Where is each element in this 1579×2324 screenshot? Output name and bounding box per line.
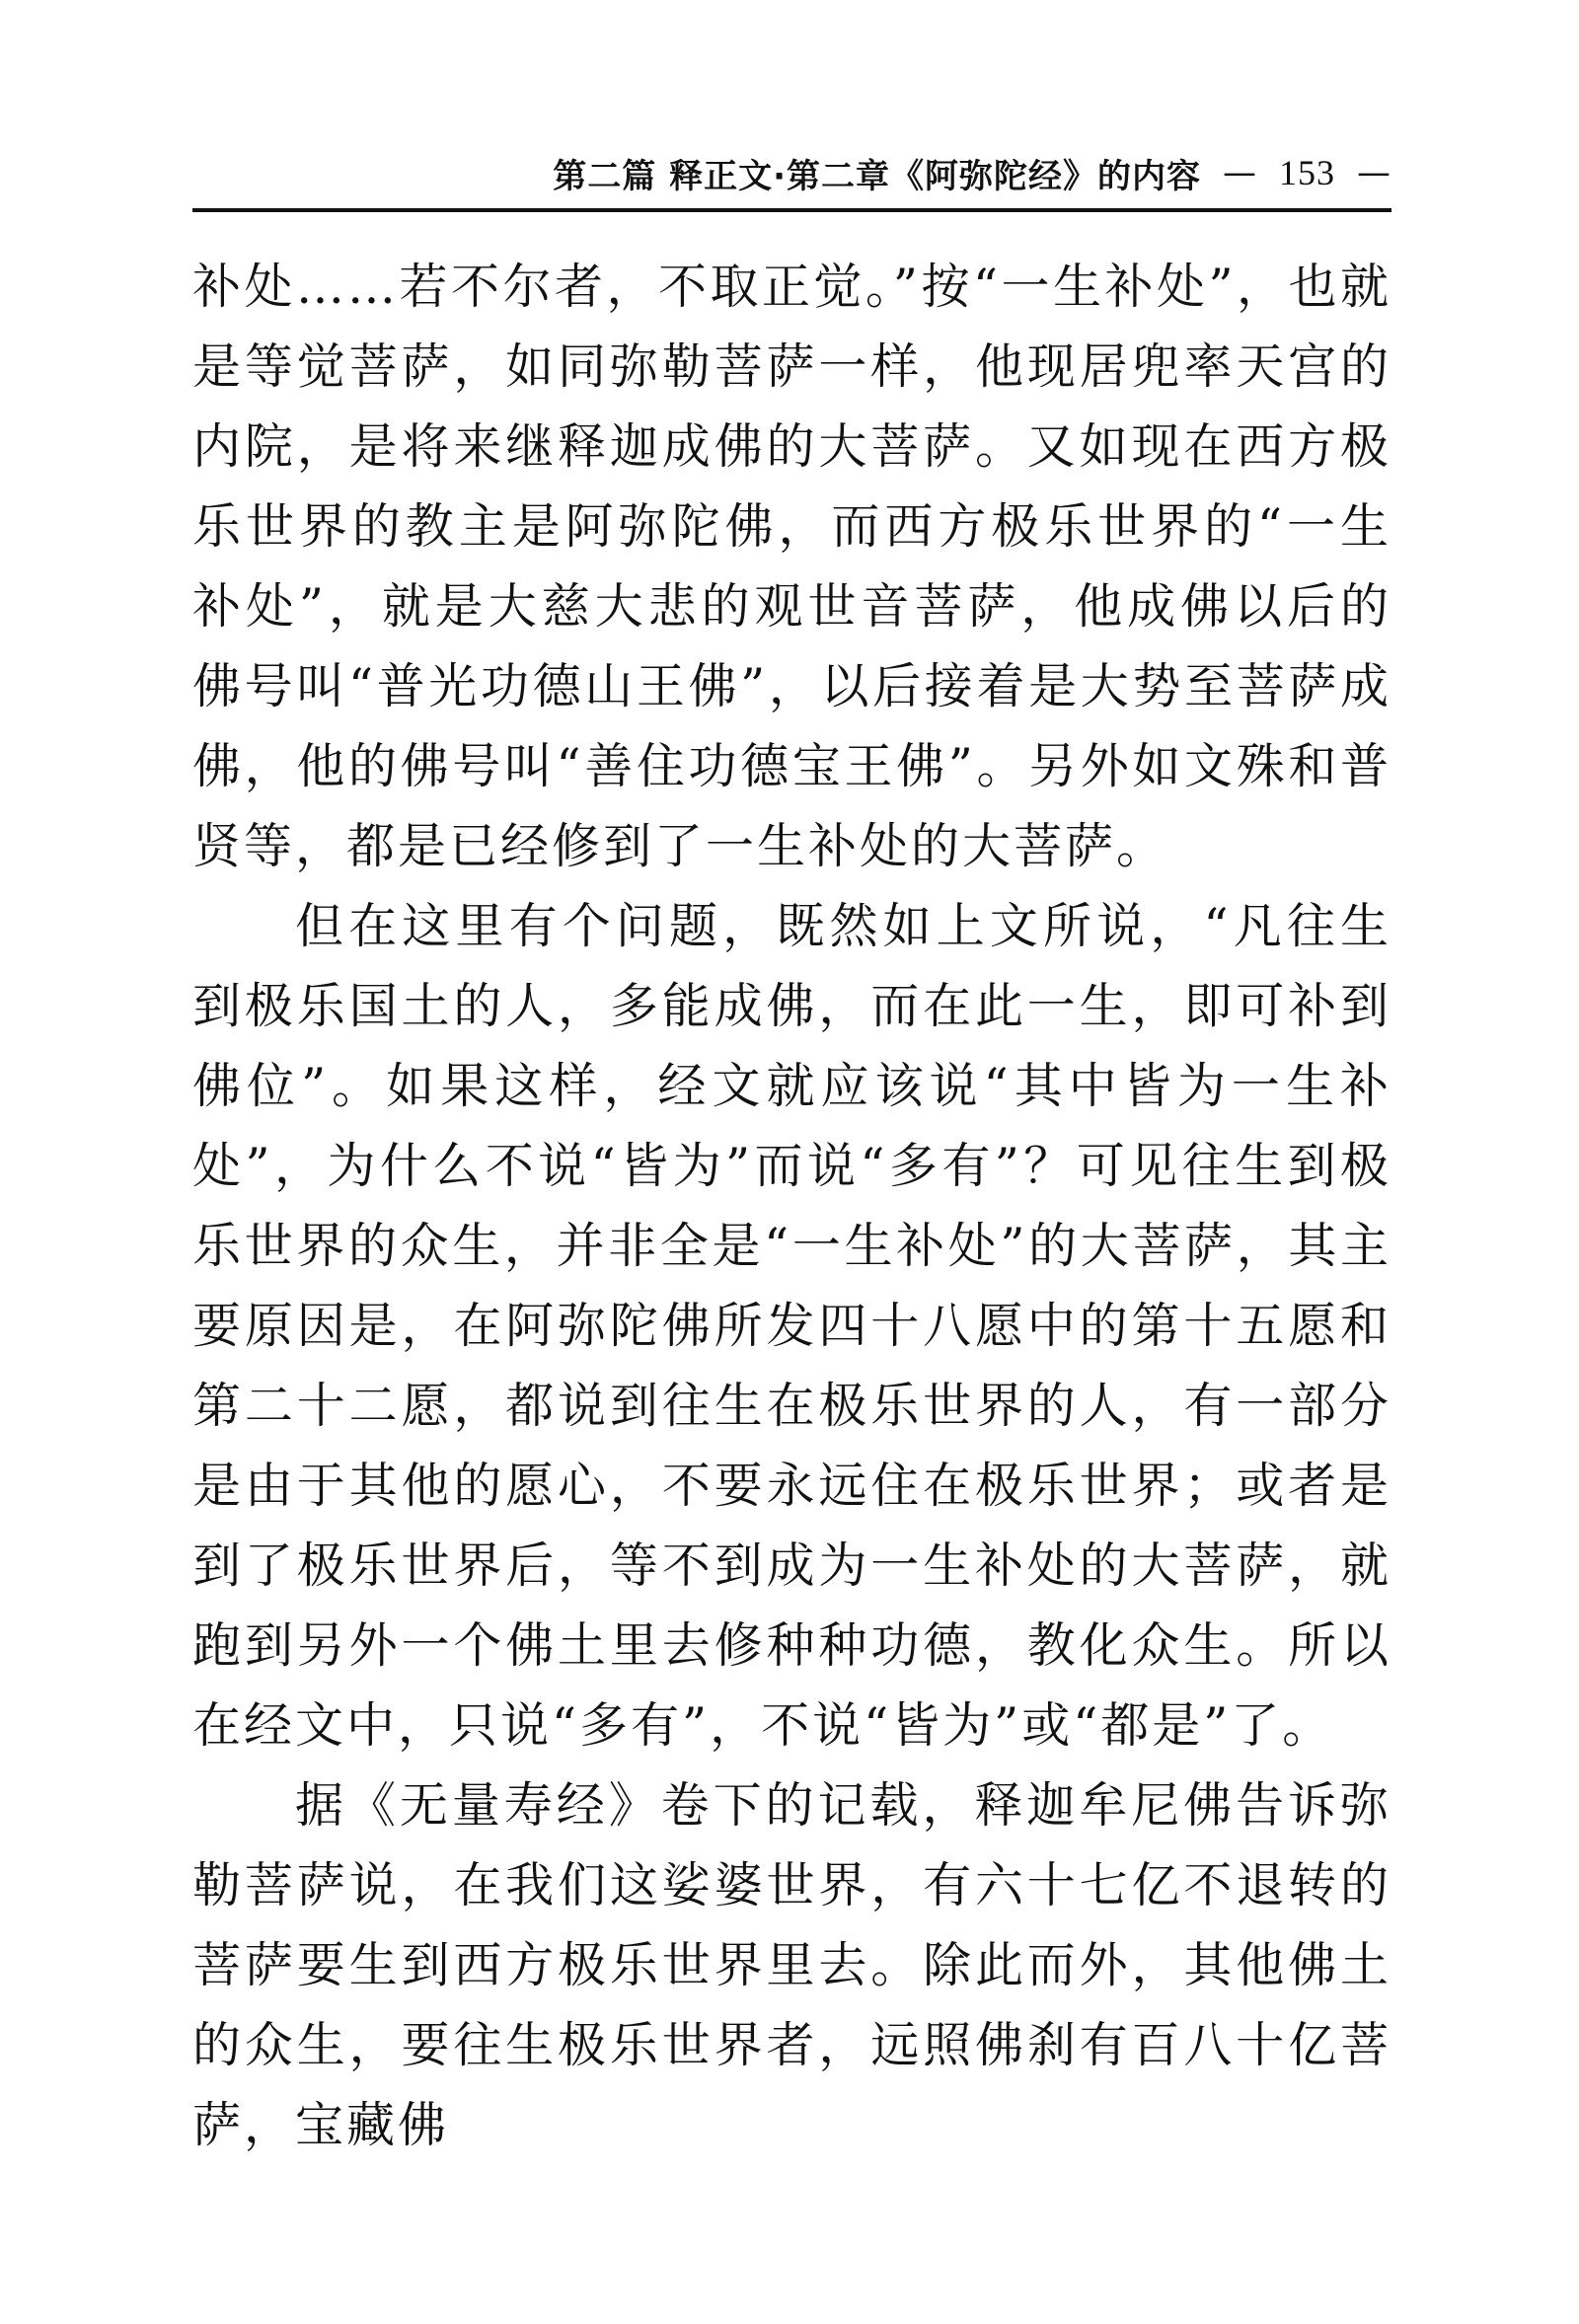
running-title: 第二篇 释正文·第二章《阿弥陀经》的内容 bbox=[553, 156, 1201, 196]
paragraph-2: 但在这里有个问题，既然如上文所说，“凡往生到极乐国土的人，多能成佛，而在此一生，即可补到佛位”。如果这样，经文就应该说“其中皆为一生补处”，为什么不说“皆为”而说“多有”？可见往生到极乐世界的众生，并非全是“一生补处”的大菩萨，其主要原因是，在阿弥陀佛所发四十八愿中的第十五愿和第二十二愿，都说到往生在极乐世界的人，有一部分是由于其他的愿心，不要永远住在极乐世界；或者是到了极乐世界后，等不到成为一生补处的大菩萨，就跑到另外一个佛土里去修种种功德，教化众生。所以在经文中，只说“多有”，不说“皆为”或“都是”了。 bbox=[192, 898, 1391, 1754]
body-text bbox=[192, 247, 1391, 2280]
page-number: 153 bbox=[1279, 153, 1335, 192]
paragraph-1: 补处……若不尔者，不取正觉。”按“一生补处”，也就是等觉菩萨，如同弥勒菩萨一样，他现居兜率天宫的内院，是将来继释迦成佛的大菩萨。又如现在西方极乐世界的教主是阿弥陀佛，而西方极乐世界的“一生补处”，就是大慈大悲的观世音菩萨，他成佛以后的佛号叫“普光功德山王佛”，以后接着是大势至菩萨成佛，他的佛号叫“善住功德宝王佛”。另外如文殊和普贤等，都是已经修到了一生补处的大菩萨。 bbox=[192, 259, 1391, 874]
paragraph-3: 据《无量寿经》卷下的记载，释迦牟尼佛告诉弥勒菩萨说，在我们这娑婆世界，有六十七亿不退转的菩萨要生到西方极乐世界里去。除此而外，其他佛土的众生，要往生极乐世界者，远照佛刹有百八十亿菩萨，宝藏佛 bbox=[192, 1777, 1391, 2153]
page-number-dash-right: — bbox=[1357, 153, 1391, 192]
page-number-dash-left: — bbox=[1223, 153, 1257, 192]
running-header bbox=[192, 143, 1391, 202]
header-rule bbox=[192, 208, 1391, 212]
